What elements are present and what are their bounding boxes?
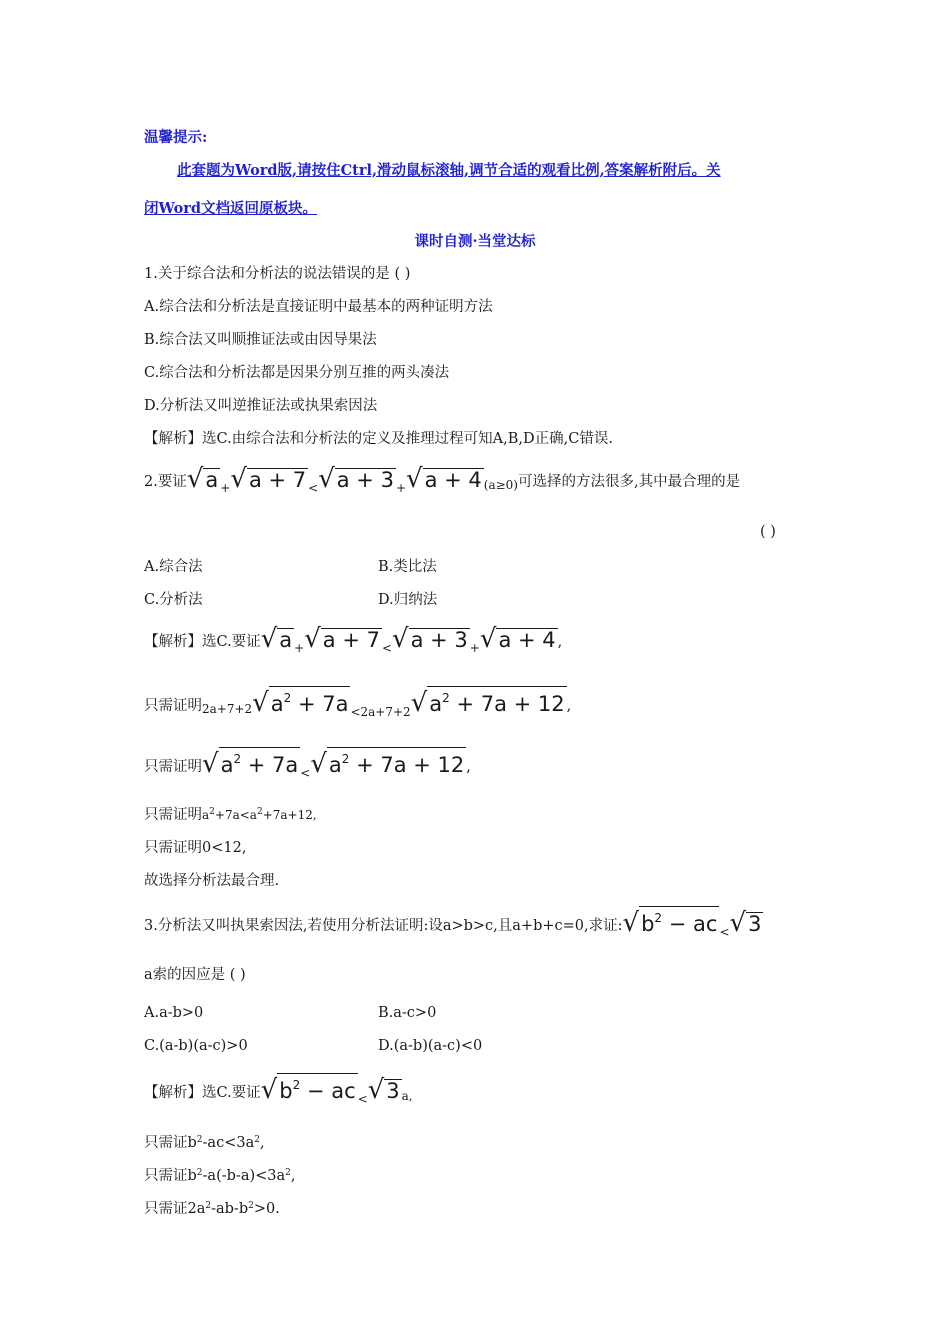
q2-analysis <box>144 624 563 655</box>
sqrt-a2-plus-7a-plus-12: √ $a^2 + 7a + 12$ <box>310 749 465 779</box>
sqrt-3: √ 3 <box>729 908 762 938</box>
sqrt-a-plus-4: √ a + 4 <box>406 464 482 494</box>
q3-stem-2: a索的因应是 ( ) <box>144 967 246 983</box>
comma: , <box>466 759 471 775</box>
less-than: < <box>381 641 393 655</box>
plus-sign: + <box>220 481 231 495</box>
step-left: 2a+7+2 <box>202 702 253 716</box>
q2-option-d: D.归纳法 <box>378 592 438 608</box>
q3-stem <box>144 906 763 939</box>
sqrt-a-plus-4: √ a + 4 <box>479 624 556 654</box>
analysis-tag: 【解析】 <box>144 634 202 650</box>
q2-suffix: 可选择的方法很多,其中最合理的是 <box>518 474 741 490</box>
q3-step-3: 只需证$2a^2-ab-b^2>0$. <box>144 1201 280 1217</box>
tail: a, <box>401 1089 413 1103</box>
answer-paren: ( ) <box>760 524 776 540</box>
q3-analysis <box>144 1073 413 1106</box>
q1-option-c: C.综合法和分析法都是因果分别互推的两头凑法 <box>144 365 450 381</box>
q2-conclusion: 故选择分析法最合理. <box>144 873 280 889</box>
plus-sign: + <box>469 641 480 655</box>
notice-line-1[interactable]: 此套题为Word版,请按住Ctrl,滑动鼠标滚轴,调节合适的观看比例,答案解析附后。关 <box>177 162 721 179</box>
sqrt-3: √ 3 <box>367 1075 400 1105</box>
section-title: 课时自测·当堂达标 <box>414 233 536 250</box>
q2-step-1 <box>144 686 572 719</box>
q1-stem: 1.关于综合法和分析法的说法错误的是 ( ) <box>144 266 411 282</box>
sqrt-a2-plus-7a: √ $a^2 + 7a$ <box>202 749 299 779</box>
analysis-text: 选C.由综合法和分析法的定义及推理过程可知A,B,D正确,C错误. <box>202 431 613 447</box>
less-than: < <box>357 1092 368 1106</box>
condition: (a≥0) <box>483 478 518 492</box>
analysis-prefix: 选C.要证 <box>202 1085 261 1101</box>
q2-option-b: B.类比法 <box>378 559 437 575</box>
q2-option-a: A.综合法 <box>144 559 203 575</box>
notice-line-2[interactable]: 闭Word文档返回原板块。 <box>144 200 318 217</box>
q3-option-c: C.(a-b)(a-c)>0 <box>144 1038 248 1054</box>
less-than: < <box>300 766 311 780</box>
q3-option-d: D.(a-b)(a-c)<0 <box>378 1038 483 1054</box>
q3-step-2: 只需证$b^2-a(-b-a)<3a^2$, <box>144 1168 296 1184</box>
sqrt-b2-minus-ac: √ $b^2$ − ac <box>622 908 718 938</box>
step-prefix: 只需证明 <box>144 698 202 714</box>
comma: , <box>557 634 563 650</box>
q1-option-d: D.分析法又叫逆推证法或执果索因法 <box>144 398 378 414</box>
sqrt-a: √ a <box>260 624 293 654</box>
q3-option-b: B.a-c>0 <box>378 1005 437 1021</box>
q1-option-b: B.综合法又叫顺推证法或由因导果法 <box>144 332 377 348</box>
step-prefix: 只需证明 <box>144 759 202 775</box>
sqrt-a-plus-3: √ a + 3 <box>318 464 394 494</box>
plus-sign: + <box>294 641 305 655</box>
q1-analysis <box>144 429 613 449</box>
notice-title: 温馨提示: <box>144 129 208 146</box>
q3-step-1: 只需证$b^2-ac<3a^2$, <box>144 1135 265 1151</box>
q3-option-a: A.a-b>0 <box>144 1005 204 1021</box>
sqrt-a2-plus-7a: √ $a^2 + 7a$ <box>252 688 349 718</box>
step-mid: <2a+7+2 <box>350 705 411 719</box>
sqrt-b2-minus-ac: √ $b^2$ − ac <box>260 1075 356 1105</box>
sqrt-a2-plus-7a-plus-12: √ $a^2 + 7a + 12$ <box>410 688 565 718</box>
analysis-prefix: 选C.要证 <box>202 634 261 650</box>
q2-step-4: 只需证明0<12, <box>144 840 247 856</box>
q1-option-a: A.综合法和分析法是直接证明中最基本的两种证明方法 <box>144 299 493 315</box>
comma: , <box>566 698 572 714</box>
sqrt-a-plus-3: √ a + 3 <box>392 624 468 654</box>
sqrt-a-plus-7: √ a + 7 <box>304 624 380 654</box>
analysis-tag: 【解析】 <box>144 1085 202 1101</box>
q2-stem <box>144 464 741 495</box>
analysis-tag: 【解析】 <box>144 431 202 447</box>
q2-prefix: 2.要证 <box>144 474 187 490</box>
sqrt-a-plus-7: √ a + 7 <box>230 464 307 494</box>
sqrt-a: √ a <box>186 464 219 494</box>
q2-option-c: C.分析法 <box>144 592 203 608</box>
q2-step-3: 只需证明$a^2+7a<a^2+7a+12$, <box>144 807 317 823</box>
q2-step-2 <box>144 747 471 780</box>
less-than: < <box>308 481 319 495</box>
q3-stem-text: 3.分析法又叫执果索因法,若使用分析法证明:设a>b>c,且a+b+c=0,求证: <box>144 918 623 934</box>
less-than: < <box>719 925 730 939</box>
plus-sign: + <box>395 481 407 495</box>
